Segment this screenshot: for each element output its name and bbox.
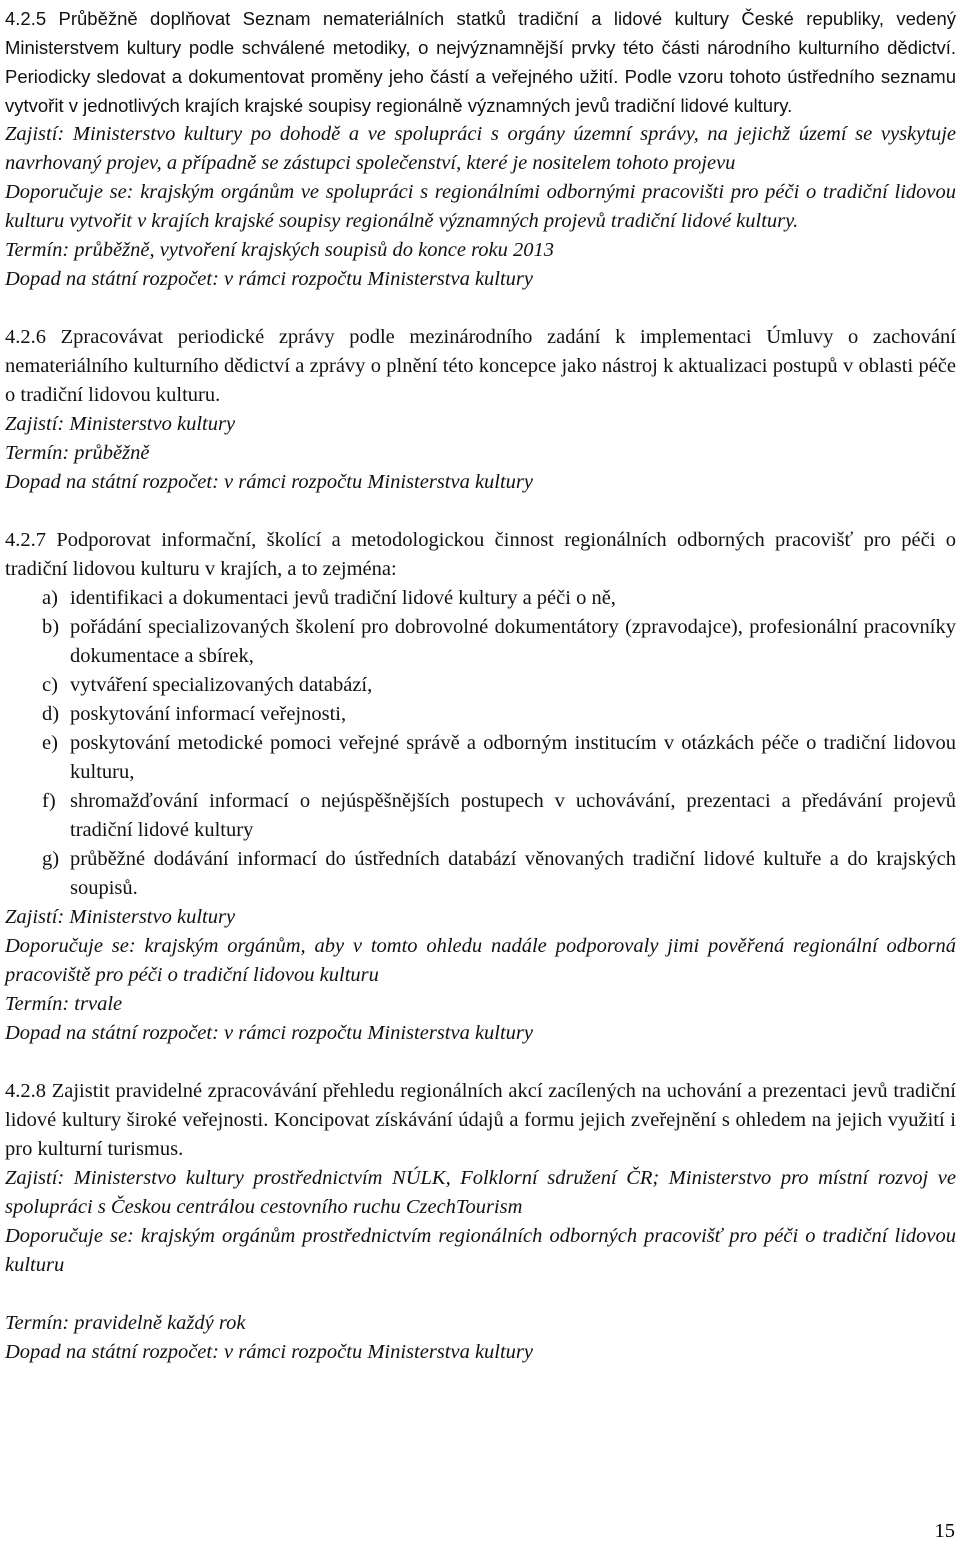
list-item (5, 671, 956, 700)
section-4-2-7-dopad: Dopad na státní rozpočet: v rámci rozpočtu Ministerstva kultury (5, 1022, 534, 1044)
list-item-text: průběžné dodávání informací do ústředních databází věnovaných tradiční lidové kultuře a do krajských soupisů. (70, 848, 956, 899)
section-4-2-5-termin: Termín: průběžně, vytvoření krajských soupisů do konce roku 2013 (5, 239, 555, 261)
section-4-2-8-dopad: Dopad na státní rozpočet: v rámci rozpočtu Ministerstva kultury (5, 1341, 534, 1363)
section-4-2-6-zajisti: Zajistí: Ministerstvo kultury (5, 413, 236, 435)
section-4-2-7-zajisti: Zajistí: Ministerstvo kultury (5, 906, 236, 928)
section-4-2-6-dopad: Dopad na státní rozpočet: v rámci rozpočtu Ministerstva kultury (5, 471, 534, 493)
list-item-text: poskytování metodické pomoci veřejné správě a odborným institucím v otázkách péče o tradiční lidovou kulturu, (70, 732, 956, 783)
section-4-2-8-zajisti: Zajistí: Ministerstvo kultury prostřednictvím NÚLK, Folklorní sdružení ČR; Ministerstvo pro místní rozvoj ve spolupráci s Českou centrálou cestovního ruchu CzechTourism (5, 1167, 956, 1218)
list-item (5, 787, 956, 845)
section-4-2-8-text: 4.2.8 Zajistit pravidelné zpracovávání přehledu regionálních akcí zacílených na uchování a prezentaci jevů tradiční lidové kultury široké veřejnosti. Koncipovat získávání údajů a formu jejich zveřejnění s ohledem na jejich využití i pro kulturní turismus. (5, 1080, 956, 1160)
list-item-text: pořádání specializovaných školení pro dobrovolné dokumentátory (zpravodajce), profesionální pracovníky dokumentace a sbírek, (70, 616, 956, 667)
section-4-2-8-termin: Termín: pravidelně každý rok (5, 1312, 246, 1334)
list-marker: e) (42, 732, 58, 754)
list-item-text: poskytování informací veřejnosti, (70, 703, 347, 725)
section-4-2-7-doporucuje: Doporučuje se: krajským orgánům, aby v tomto ohledu nadále podporovaly jimi pověřená regionální odborná pracoviště pro péči o tradiční lidovou kulturu (5, 935, 956, 986)
section-4-2-7-list (5, 584, 956, 903)
list-item (5, 845, 956, 903)
list-item (5, 729, 956, 787)
list-item (5, 584, 956, 613)
list-marker: c) (42, 674, 58, 696)
list-marker: d) (42, 703, 60, 725)
section-4-2-7-text: 4.2.7 Podporovat informační, školící a metodologickou činnost regionálních odborných pracovišť pro péči o tradiční lidovou kulturu v krajích, a to zejména: (5, 529, 956, 580)
list-item-text: identifikaci a dokumentaci jevů tradiční lidové kultury a péči o ně, (70, 587, 616, 609)
list-item-text: vytváření specializovaných databází, (70, 674, 373, 696)
list-item (5, 613, 956, 671)
list-marker: g) (42, 848, 60, 870)
section-4-2-5-dopad: Dopad na státní rozpočet: v rámci rozpočtu Ministerstva kultury (5, 268, 534, 290)
section-4-2-7-termin: Termín: trvale (5, 993, 123, 1015)
section-4-2-5-doporucuje: Doporučuje se: krajským orgánům ve spolupráci s regionálními odbornými pracovišti pro péči o tradiční lidovou kulturu vytvořit v krajích krajské soupisy regionálně významných projevů tradiční lidové kultury. (5, 181, 956, 232)
list-marker: a) (42, 587, 58, 609)
list-item-text: shromažďování informací o nejúspěšnějších postupech v uchovávání, prezentaci a předávání projevů tradiční lidové kultury (70, 790, 956, 841)
list-marker: f) (42, 790, 56, 812)
section-4-2-6-termin: Termín: průběžně (5, 442, 150, 464)
section-4-2-5-zajisti: Zajistí: Ministerstvo kultury po dohodě a ve spolupráci s orgány územní správy, na jejichž území se vyskytuje navrhovaný projev, a případně se zástupci společenství, které je nositelem tohoto projevu (5, 123, 956, 174)
section-4-2-8-doporucuje: Doporučuje se: krajským orgánům prostřednictvím regionálních odborných pracovišť pro péči o tradiční lidovou kulturu (5, 1225, 956, 1276)
section-4-2-5-text: 4.2.5 Průběžně doplňovat Seznam nemateriálních statků tradiční a lidové kultury České republiky, vedený Ministerstvem kultury podle schválené metodiky, o nejvýznamnější prvky této části národního kulturního dědictví. Periodicky sledovat a dokumentovat proměny jeho částí a veřejného užití. Podle vzoru tohoto ústředního seznamu vytvořit v jednotlivých krajích krajské soupisy regionálně významných jevů tradiční lidové kultury. (5, 8, 956, 116)
document-page (5, 4, 956, 1367)
page-number: 15 (934, 1520, 955, 1542)
list-marker: b) (42, 616, 60, 638)
section-4-2-6-text: 4.2.6 Zpracovávat periodické zprávy podle mezinárodního zadání k implementaci Úmluvy o zachování nemateriálního kulturního dědictví a zprávy o plnění této koncepce jako nástroj k aktualizaci postupů v oblasti péče o tradiční lidovou kulturu. (5, 326, 956, 406)
list-item (5, 700, 956, 729)
